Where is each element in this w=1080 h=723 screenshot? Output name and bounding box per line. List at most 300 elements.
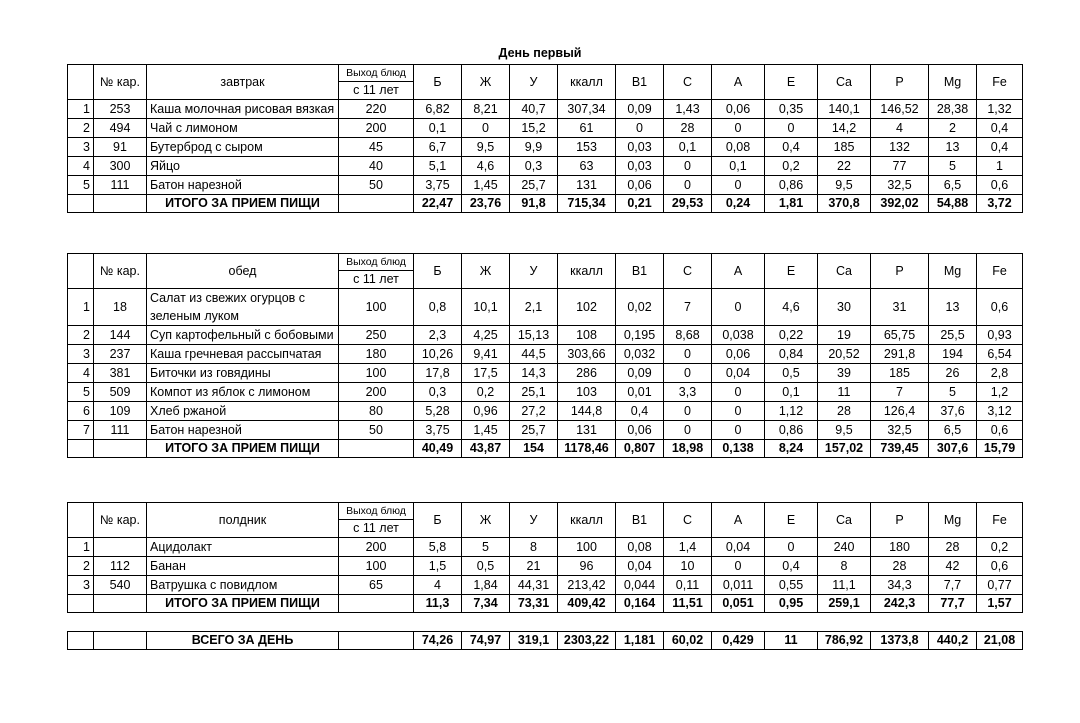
header-row [68, 65, 1023, 82]
value-mg: 5 [929, 157, 977, 176]
table-row [68, 119, 1023, 138]
dish-output: 180 [339, 345, 414, 364]
meal-total-row [68, 595, 1023, 613]
table-row [68, 421, 1023, 440]
value-b1: 0,06 [616, 421, 664, 440]
total-b1: 0,807 [616, 440, 664, 458]
value-u: 14,3 [510, 364, 558, 383]
value-p: 31 [871, 289, 929, 326]
value-fe: 0,4 [977, 119, 1023, 138]
card-number: 494 [94, 119, 147, 138]
header-meal: полдник [147, 503, 339, 538]
value-kcal: 131 [558, 421, 616, 440]
header-kcal: ккалл [558, 65, 616, 100]
value-u: 15,2 [510, 119, 558, 138]
table-row [68, 576, 1023, 595]
card-number: 509 [94, 383, 147, 402]
dish-output: 200 [339, 119, 414, 138]
value-u: 25,7 [510, 176, 558, 195]
header-fe: Fe [977, 254, 1023, 289]
value-b1: 0,02 [616, 289, 664, 326]
empty-cell [94, 632, 147, 650]
value-fe: 1 [977, 157, 1023, 176]
dish-output: 200 [339, 383, 414, 402]
value-a: 0,06 [712, 100, 765, 119]
value-c: 3,3 [664, 383, 712, 402]
value-u: 2,1 [510, 289, 558, 326]
value-b: 10,26 [414, 345, 462, 364]
header-output-bottom: с 11 лет [339, 82, 414, 100]
value-p: 77 [871, 157, 929, 176]
dish-name: Каша молочная рисовая вязкая [147, 100, 339, 119]
value-c: 0,11 [664, 576, 712, 595]
value-c: 0,1 [664, 138, 712, 157]
value-kcal: 303,66 [558, 345, 616, 364]
value-fe: 0,6 [977, 289, 1023, 326]
value-a: 0 [712, 421, 765, 440]
total-b: 22,47 [414, 195, 462, 213]
total-a: 0,138 [712, 440, 765, 458]
empty-cell [68, 65, 94, 100]
row-number: 3 [68, 576, 94, 595]
total-fe: 1,57 [977, 595, 1023, 613]
value-fe: 3,12 [977, 402, 1023, 421]
value-u: 40,7 [510, 100, 558, 119]
value-ca: 39 [818, 364, 871, 383]
value-ca: 8 [818, 557, 871, 576]
empty-cell [68, 195, 94, 213]
day-total-u: 319,1 [510, 632, 558, 650]
empty-cell [94, 195, 147, 213]
header-b1: B1 [616, 254, 664, 289]
total-e: 8,24 [765, 440, 818, 458]
day-total-b: 74,26 [414, 632, 462, 650]
row-number: 5 [68, 176, 94, 195]
header-p: P [871, 254, 929, 289]
header-a: A [712, 503, 765, 538]
value-b1: 0,08 [616, 538, 664, 557]
value-b: 0,3 [414, 383, 462, 402]
empty-cell [339, 195, 414, 213]
total-kcal: 1178,46 [558, 440, 616, 458]
value-b1: 0,09 [616, 364, 664, 383]
value-b: 3,75 [414, 421, 462, 440]
value-a: 0 [712, 557, 765, 576]
header-mg: Mg [929, 254, 977, 289]
dish-name: Ацидолакт [147, 538, 339, 557]
header-p: P [871, 503, 929, 538]
header-output-bottom: с 11 лет [339, 271, 414, 289]
header-card: № кар. [94, 65, 147, 100]
total-b: 40,49 [414, 440, 462, 458]
card-number: 253 [94, 100, 147, 119]
card-number: 91 [94, 138, 147, 157]
header-kcal: ккалл [558, 503, 616, 538]
meal-total-row [68, 440, 1023, 458]
empty-cell [68, 632, 94, 650]
value-p: 4 [871, 119, 929, 138]
header-c: C [664, 254, 712, 289]
value-p: 65,75 [871, 326, 929, 345]
value-c: 8,68 [664, 326, 712, 345]
value-c: 0 [664, 157, 712, 176]
empty-cell [68, 595, 94, 613]
card-number: 144 [94, 326, 147, 345]
value-e: 0,1 [765, 383, 818, 402]
day-total-a: 0,429 [712, 632, 765, 650]
day-total-row [68, 632, 1023, 650]
value-p: 126,4 [871, 402, 929, 421]
dish-output: 250 [339, 326, 414, 345]
card-number: 18 [94, 289, 147, 326]
header-e: E [765, 254, 818, 289]
total-e: 0,95 [765, 595, 818, 613]
dish-output: 50 [339, 421, 414, 440]
header-c: C [664, 65, 712, 100]
value-ca: 185 [818, 138, 871, 157]
value-b1: 0,06 [616, 176, 664, 195]
value-ca: 14,2 [818, 119, 871, 138]
value-fe: 0,4 [977, 138, 1023, 157]
table-row [68, 345, 1023, 364]
header-b: Б [414, 503, 462, 538]
value-b: 5,1 [414, 157, 462, 176]
row-number: 3 [68, 138, 94, 157]
header-fe: Fe [977, 503, 1023, 538]
value-kcal: 96 [558, 557, 616, 576]
value-e: 0,55 [765, 576, 818, 595]
dish-output: 80 [339, 402, 414, 421]
value-b: 0,1 [414, 119, 462, 138]
value-kcal: 213,42 [558, 576, 616, 595]
value-fe: 2,8 [977, 364, 1023, 383]
day-total-c: 60,02 [664, 632, 712, 650]
row-number: 1 [68, 100, 94, 119]
value-ca: 30 [818, 289, 871, 326]
value-ca: 19 [818, 326, 871, 345]
dish-output: 40 [339, 157, 414, 176]
total-fe: 3,72 [977, 195, 1023, 213]
value-mg: 37,6 [929, 402, 977, 421]
header-output-bottom: с 11 лет [339, 520, 414, 538]
value-kcal: 144,8 [558, 402, 616, 421]
value-kcal: 103 [558, 383, 616, 402]
dish-name: Компот из яблок с лимоном [147, 383, 339, 402]
table-row [68, 100, 1023, 119]
value-c: 28 [664, 119, 712, 138]
value-kcal: 307,34 [558, 100, 616, 119]
day-total-p: 1373,8 [871, 632, 929, 650]
table-row [68, 157, 1023, 176]
total-c: 29,53 [664, 195, 712, 213]
total-ca: 157,02 [818, 440, 871, 458]
value-u: 15,13 [510, 326, 558, 345]
day-total-table [67, 631, 1023, 650]
snack-table [67, 502, 1023, 613]
value-kcal: 61 [558, 119, 616, 138]
value-e: 0,4 [765, 138, 818, 157]
total-zh: 43,87 [462, 440, 510, 458]
value-e: 0,84 [765, 345, 818, 364]
value-ca: 9,5 [818, 421, 871, 440]
card-number [94, 538, 147, 557]
total-p: 739,45 [871, 440, 929, 458]
value-zh: 4,6 [462, 157, 510, 176]
total-zh: 23,76 [462, 195, 510, 213]
total-c: 11,51 [664, 595, 712, 613]
value-zh: 1,45 [462, 176, 510, 195]
value-fe: 0,6 [977, 557, 1023, 576]
value-mg: 194 [929, 345, 977, 364]
header-u: У [510, 503, 558, 538]
value-fe: 0,77 [977, 576, 1023, 595]
header-a: A [712, 254, 765, 289]
value-c: 0 [664, 421, 712, 440]
value-kcal: 100 [558, 538, 616, 557]
value-e: 0,4 [765, 557, 818, 576]
value-a: 0 [712, 119, 765, 138]
header-ca: Ca [818, 254, 871, 289]
total-mg: 54,88 [929, 195, 977, 213]
value-b: 4 [414, 576, 462, 595]
empty-cell [68, 503, 94, 538]
row-number: 1 [68, 289, 94, 326]
value-a: 0 [712, 176, 765, 195]
value-b1: 0,09 [616, 100, 664, 119]
value-mg: 7,7 [929, 576, 977, 595]
total-b: 11,3 [414, 595, 462, 613]
header-b1: B1 [616, 503, 664, 538]
header-ca: Ca [818, 65, 871, 100]
value-b1: 0,195 [616, 326, 664, 345]
total-kcal: 409,42 [558, 595, 616, 613]
table-row [68, 289, 1023, 326]
header-mg: Mg [929, 65, 977, 100]
empty-cell [339, 440, 414, 458]
value-kcal: 102 [558, 289, 616, 326]
day-total-ca: 786,92 [818, 632, 871, 650]
day-total-e: 11 [765, 632, 818, 650]
value-mg: 25,5 [929, 326, 977, 345]
value-a: 0,011 [712, 576, 765, 595]
dish-output: 200 [339, 538, 414, 557]
breakfast-table [67, 64, 1023, 213]
value-p: 32,5 [871, 421, 929, 440]
value-p: 185 [871, 364, 929, 383]
value-mg: 42 [929, 557, 977, 576]
row-number: 2 [68, 119, 94, 138]
total-a: 0,051 [712, 595, 765, 613]
table-row [68, 138, 1023, 157]
card-number: 300 [94, 157, 147, 176]
value-u: 9,9 [510, 138, 558, 157]
dish-name: Ватрушка с повидлом [147, 576, 339, 595]
value-fe: 6,54 [977, 345, 1023, 364]
row-number: 7 [68, 421, 94, 440]
value-a: 0 [712, 289, 765, 326]
value-b1: 0,03 [616, 157, 664, 176]
value-zh: 1,45 [462, 421, 510, 440]
empty-cell [94, 595, 147, 613]
value-p: 132 [871, 138, 929, 157]
total-b1: 0,21 [616, 195, 664, 213]
meal-total-label: ИТОГО ЗА ПРИЕМ ПИЩИ [147, 195, 339, 213]
header-mg: Mg [929, 503, 977, 538]
table-row [68, 538, 1023, 557]
value-mg: 26 [929, 364, 977, 383]
value-c: 10 [664, 557, 712, 576]
value-mg: 5 [929, 383, 977, 402]
table-row [68, 402, 1023, 421]
value-zh: 9,41 [462, 345, 510, 364]
value-ca: 22 [818, 157, 871, 176]
value-e: 0 [765, 119, 818, 138]
value-mg: 13 [929, 289, 977, 326]
table-row [68, 557, 1023, 576]
meal-total-label: ИТОГО ЗА ПРИЕМ ПИЩИ [147, 440, 339, 458]
header-u: У [510, 65, 558, 100]
dish-name: Чай с лимоном [147, 119, 339, 138]
value-zh: 17,5 [462, 364, 510, 383]
value-mg: 2 [929, 119, 977, 138]
value-c: 7 [664, 289, 712, 326]
value-b: 6,82 [414, 100, 462, 119]
total-mg: 307,6 [929, 440, 977, 458]
row-number: 2 [68, 326, 94, 345]
header-fe: Fe [977, 65, 1023, 100]
total-fe: 15,79 [977, 440, 1023, 458]
header-e: E [765, 65, 818, 100]
value-p: 146,52 [871, 100, 929, 119]
value-a: 0,038 [712, 326, 765, 345]
dish-name: Хлеб ржаной [147, 402, 339, 421]
value-a: 0,04 [712, 538, 765, 557]
value-e: 1,12 [765, 402, 818, 421]
card-number: 540 [94, 576, 147, 595]
total-mg: 77,7 [929, 595, 977, 613]
value-ca: 9,5 [818, 176, 871, 195]
value-b1: 0 [616, 119, 664, 138]
header-a: A [712, 65, 765, 100]
header-kcal: ккалл [558, 254, 616, 289]
meal-total-row [68, 195, 1023, 213]
total-kcal: 715,34 [558, 195, 616, 213]
header-u: У [510, 254, 558, 289]
value-u: 44,5 [510, 345, 558, 364]
value-b: 1,5 [414, 557, 462, 576]
header-output-top: Выход блюд [339, 254, 414, 271]
value-p: 34,3 [871, 576, 929, 595]
header-b: Б [414, 65, 462, 100]
value-u: 25,1 [510, 383, 558, 402]
value-ca: 20,52 [818, 345, 871, 364]
total-ca: 370,8 [818, 195, 871, 213]
value-c: 1,4 [664, 538, 712, 557]
value-mg: 28,38 [929, 100, 977, 119]
header-card: № кар. [94, 254, 147, 289]
value-c: 1,43 [664, 100, 712, 119]
value-b1: 0,04 [616, 557, 664, 576]
header-card: № кар. [94, 503, 147, 538]
value-u: 27,2 [510, 402, 558, 421]
value-fe: 1,2 [977, 383, 1023, 402]
value-a: 0 [712, 383, 765, 402]
value-kcal: 63 [558, 157, 616, 176]
card-number: 111 [94, 176, 147, 195]
value-e: 4,6 [765, 289, 818, 326]
value-kcal: 286 [558, 364, 616, 383]
value-p: 180 [871, 538, 929, 557]
value-ca: 240 [818, 538, 871, 557]
value-c: 0 [664, 345, 712, 364]
value-u: 0,3 [510, 157, 558, 176]
header-b: Б [414, 254, 462, 289]
meal-total-label: ИТОГО ЗА ПРИЕМ ПИЩИ [147, 595, 339, 613]
table-row [68, 383, 1023, 402]
value-c: 0 [664, 402, 712, 421]
total-e: 1,81 [765, 195, 818, 213]
header-ca: Ca [818, 503, 871, 538]
total-p: 392,02 [871, 195, 929, 213]
total-c: 18,98 [664, 440, 712, 458]
dish-output: 100 [339, 289, 414, 326]
value-p: 291,8 [871, 345, 929, 364]
header-c: C [664, 503, 712, 538]
value-e: 0,86 [765, 421, 818, 440]
value-a: 0,1 [712, 157, 765, 176]
day-total-fe: 21,08 [977, 632, 1023, 650]
dish-output: 220 [339, 100, 414, 119]
dish-name: Каша гречневая рассыпчатая [147, 345, 339, 364]
value-zh: 8,21 [462, 100, 510, 119]
header-b1: B1 [616, 65, 664, 100]
value-e: 0,22 [765, 326, 818, 345]
header-zh: Ж [462, 65, 510, 100]
value-kcal: 108 [558, 326, 616, 345]
header-zh: Ж [462, 254, 510, 289]
header-p: P [871, 65, 929, 100]
card-number: 112 [94, 557, 147, 576]
value-kcal: 153 [558, 138, 616, 157]
value-b1: 0,03 [616, 138, 664, 157]
value-e: 0,2 [765, 157, 818, 176]
value-b1: 0,4 [616, 402, 664, 421]
total-b1: 0,164 [616, 595, 664, 613]
value-b: 0,8 [414, 289, 462, 326]
empty-cell [339, 632, 414, 650]
header-row [68, 503, 1023, 520]
header-zh: Ж [462, 503, 510, 538]
total-ca: 259,1 [818, 595, 871, 613]
dish-name: Биточки из говядины [147, 364, 339, 383]
dish-name: Батон нарезной [147, 421, 339, 440]
total-zh: 7,34 [462, 595, 510, 613]
value-zh: 0,5 [462, 557, 510, 576]
value-fe: 0,6 [977, 421, 1023, 440]
value-p: 28 [871, 557, 929, 576]
empty-cell [68, 254, 94, 289]
card-number: 237 [94, 345, 147, 364]
dish-name: Суп картофельный с бобовыми [147, 326, 339, 345]
table-row [68, 326, 1023, 345]
value-zh: 1,84 [462, 576, 510, 595]
value-e: 0 [765, 538, 818, 557]
row-number: 3 [68, 345, 94, 364]
header-output-top: Выход блюд [339, 503, 414, 520]
dish-output: 50 [339, 176, 414, 195]
value-a: 0 [712, 402, 765, 421]
value-zh: 5 [462, 538, 510, 557]
